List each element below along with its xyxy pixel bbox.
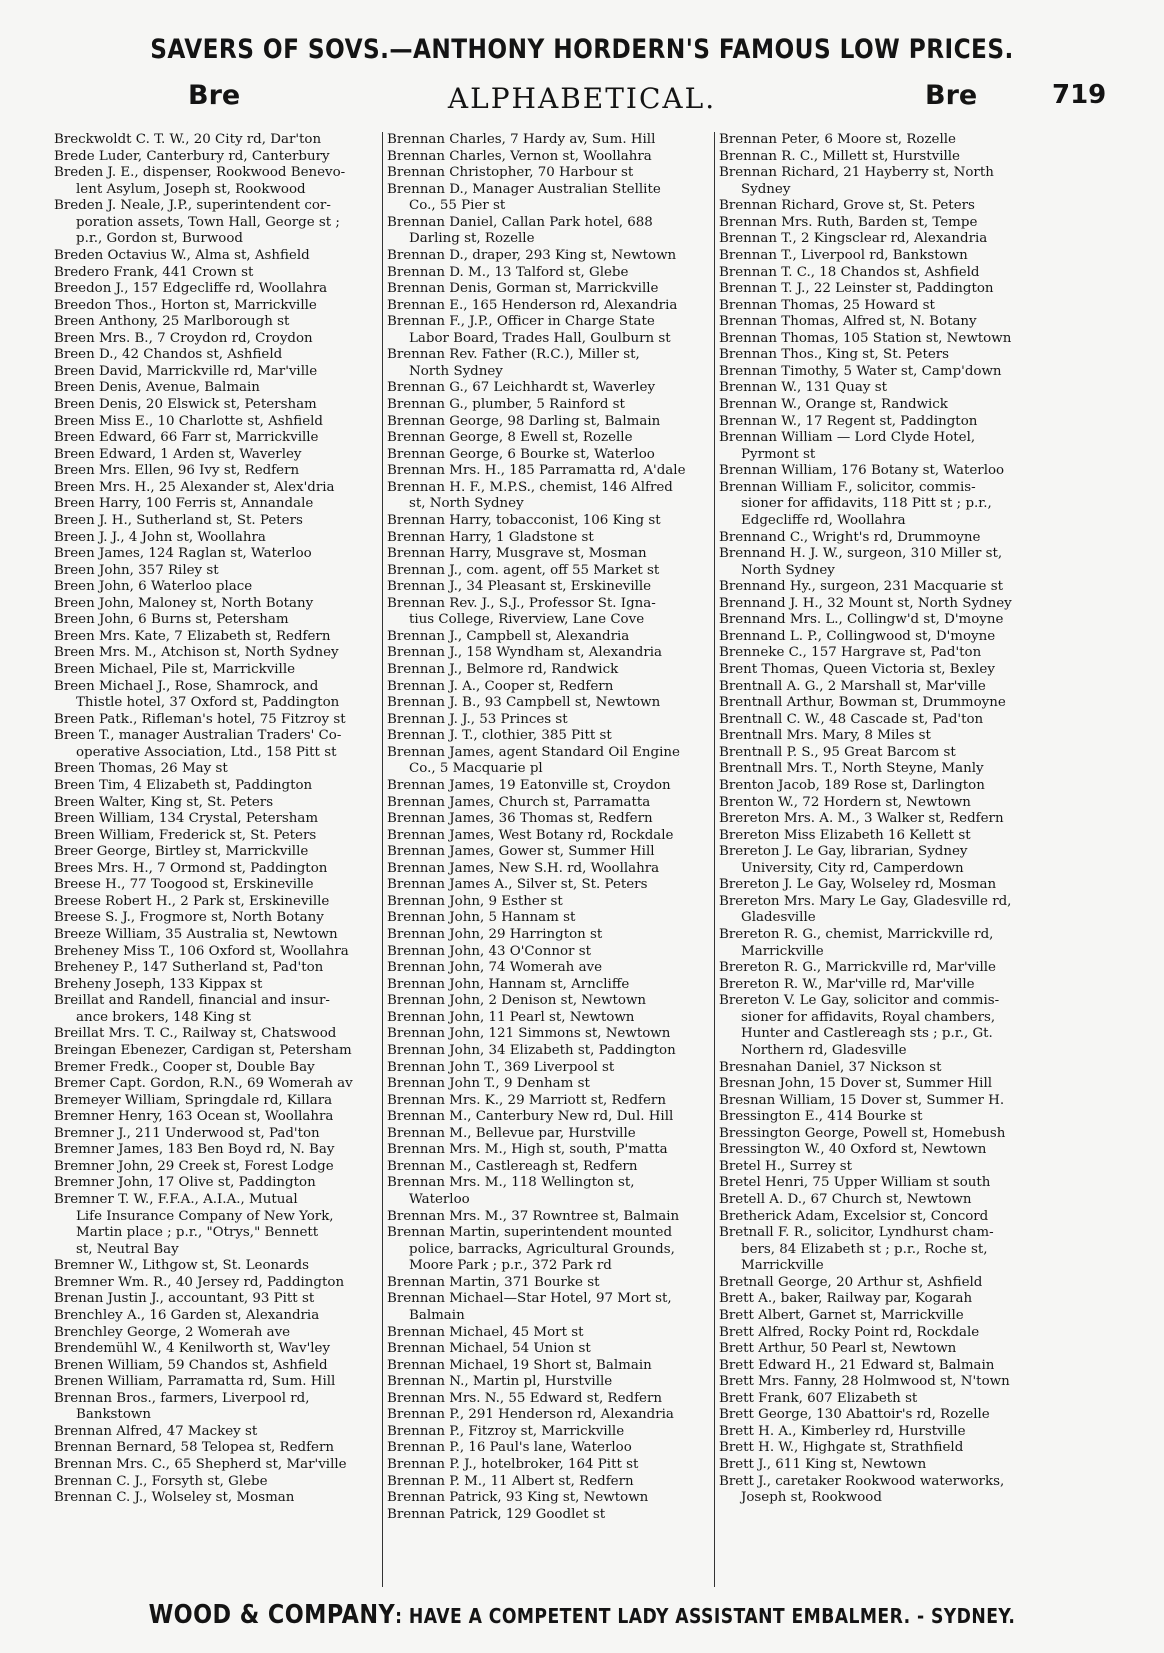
directory-entry: Brennan H. F., M.P.S., chemist, 146 Alfred <box>387 479 673 495</box>
directory-entry: Brennan John, 11 Pearl st, Newtown <box>387 1009 635 1025</box>
directory-entry: Brennan J. T., clothier, 385 Pitt st <box>387 728 612 744</box>
directory-entry: Brennan John T., 369 Liverpool st <box>387 1059 615 1075</box>
directory-entry: Breen Edward, 66 Farr st, Marrickville <box>54 430 319 446</box>
directory-entry: Brennan Thos., King st, St. Peters <box>719 347 950 363</box>
directory-entry: Brennan James, agent Standard Oil Engine <box>387 744 680 760</box>
directory-entry: Breckwoldt C. T. W., 20 City rd, Dar'ton <box>54 132 322 147</box>
directory-entry: Brennan J., 34 Pleasant st, Erskineville <box>387 579 652 595</box>
directory-entry: Brett Alfred, Rocky Point rd, Rockdale <box>719 1324 980 1340</box>
directory-entry: Brenchley A., 16 Garden st, Alexandria <box>54 1307 320 1323</box>
directory-entry: Brennan W., Orange st, Randwick <box>719 397 948 412</box>
directory-entry-continuation: Marrickville <box>741 1258 824 1274</box>
directory-entry: Brenen William, Parramatta rd, Sum. Hill <box>54 1374 336 1390</box>
directory-entry: Breen William, 134 Crystal, Petersham <box>54 811 319 827</box>
directory-entry: Brennan N., Martin pl, Hurstville <box>387 1374 613 1390</box>
footer-company-name: WOOD & COMPANY <box>148 1600 396 1630</box>
directory-entry: Breen William, Frederick st, St. Peters <box>54 827 317 843</box>
directory-entry: Brennan W., 131 Quay st <box>719 380 887 396</box>
directory-entry: Bretnall F. R., solicitor, Lyndhurst cham- <box>719 1225 994 1241</box>
directory-entry: Brennand Mrs. L., Collingw'd st, D'moyne <box>719 612 1004 628</box>
directory-entry: Brennan T., 2 Kingsclear rd, Alexandria <box>719 231 988 247</box>
directory-entry: Breen Tim, 4 Elizabeth st, Paddington <box>54 777 313 793</box>
directory-entry: Brereton Miss Elizabeth 16 Kellett st <box>719 827 971 843</box>
directory-entry: Brennan Alfred, 47 Mackey st <box>54 1423 258 1439</box>
directory-entry: Breeze William, 35 Australia st, Newtown <box>54 927 338 942</box>
directory-entry: Brennan John T., 9 Denham st <box>387 1076 590 1092</box>
directory-entry: Breheney Miss T., 106 Oxford st, Woollahra <box>54 943 349 959</box>
directory-entry: Brennan Richard, Grove st, St. Peters <box>719 198 975 214</box>
directory-entry: Breen David, Marrickville rd, Mar'ville <box>54 363 318 379</box>
directory-column-2 <box>382 132 714 1587</box>
directory-entry-continuation: tius College, Riverview, Lane Cove <box>409 612 645 628</box>
directory-entry: Bretel Henri, 75 Upper William st south <box>719 1175 991 1191</box>
directory-entry-continuation: Joseph st, Rookwood <box>741 1490 882 1506</box>
directory-entry: Breen Patk., Rifleman's hotel, 75 Fitzroy st <box>54 711 346 727</box>
directory-entry: Brennan Christopher, 70 Harbour st <box>387 165 634 181</box>
directory-entry: Brennan M., Canterbury New rd, Dul. Hill <box>387 1109 674 1125</box>
directory-entry: Brennan T. C., 18 Chandos st, Ashfield <box>719 264 980 280</box>
directory-entry: Brennan Mrs. M., 118 Wellington st, <box>387 1175 635 1191</box>
directory-entry: Brennan J. J., 53 Princes st <box>387 711 568 727</box>
directory-entry: Brennan J., Belmore rd, Randwick <box>387 662 619 677</box>
directory-entry: Brennan Thomas, 25 Howard st <box>719 297 935 313</box>
directory-entry: Breen Michael, Pile st, Marrickville <box>54 662 296 677</box>
directory-entry: Brentnall P. S., 95 Great Barcom st <box>719 744 956 760</box>
directory-entry: Brennan James, 36 Thomas st, Redfern <box>387 811 653 827</box>
directory-entry: Brennan Michael—Star Hotel, 97 Mort st, <box>387 1291 672 1307</box>
directory-entry: Brennan W., 17 Regent st, Paddington <box>719 413 978 429</box>
directory-entry: Brennan John, 9 Esther st <box>387 893 563 909</box>
directory-entry: Brereton R. W., Mar'ville rd, Mar'ville <box>719 976 975 992</box>
directory-entry: Breese Robert H., 2 Park st, Erskineville <box>54 893 330 909</box>
directory-entry: Brentnall C. W., 48 Cascade st, Pad'ton <box>719 711 984 727</box>
directory-entry: Breen Mrs. Ellen, 96 Ivy st, Redfern <box>54 463 300 479</box>
directory-entry-continuation: Edgecliffe rd, Woollahra <box>741 512 906 528</box>
directory-entry: Brennan P. M., 11 Albert st, Redfern <box>387 1473 634 1489</box>
directory-entry: Bretnall George, 20 Arthur st, Ashfield <box>719 1274 983 1290</box>
directory-entry-continuation: st, North Sydney <box>409 496 524 512</box>
directory-entry: Brennan Mrs. K., 29 Marriott st, Redfern <box>387 1092 666 1108</box>
directory-entry-continuation: ance brokers, 148 King st <box>76 1009 251 1025</box>
directory-entry: Breden J. Neale, J.P., superintendent cor- <box>54 198 331 214</box>
directory-entry: Bressington W., 40 Oxford st, Newtown <box>719 1142 987 1158</box>
directory-entry: Brett George, 130 Abattoir's rd, Rozelle <box>719 1407 990 1423</box>
directory-entry: Bremner John, 29 Creek st, Forest Lodge <box>54 1158 334 1174</box>
directory-entry: Breen Edward, 1 Arden st, Waverley <box>54 446 302 462</box>
directory-entry: Brennan Martin, superintendent mounted <box>387 1225 673 1241</box>
directory-entry: Breen D., 42 Chandos st, Ashfield <box>54 347 283 363</box>
directory-entry: Brennan F., J.P., Officer in Charge State <box>387 314 655 330</box>
directory-entry: Breen Denis, Avenue, Balmain <box>54 380 260 396</box>
directory-entry: Brennan J., 158 Wyndham st, Alexandria <box>387 645 663 661</box>
directory-entry: Breen Mrs. B., 7 Croydon rd, Croydon <box>54 330 313 346</box>
directory-entry: Brennan Michael, 54 Union st <box>387 1341 591 1357</box>
directory-entry-continuation: Bankstown <box>76 1407 151 1423</box>
directory-entry: Brennan M., Castlereagh st, Redfern <box>387 1158 638 1174</box>
directory-entry: Brennan Charles, 7 Hardy av, Sum. Hill <box>387 132 656 147</box>
directory-entry: Breen Mrs. Kate, 7 Elizabeth st, Redfern <box>54 628 331 644</box>
directory-entry: Brennan Michael, 19 Short st, Balmain <box>387 1357 652 1373</box>
directory-entry: Breese S. J., Frogmore st, North Botany <box>54 910 324 926</box>
directory-entry: Breillat Mrs. T. C., Railway st, Chatswood <box>54 1026 337 1042</box>
directory-entry: Brennan Patrick, 93 King st, Newtown <box>387 1490 649 1506</box>
directory-entry: Brennan P. J., hotelbroker, 164 Pitt st <box>387 1457 639 1472</box>
directory-entry: Brennan Mrs. N., 55 Edward st, Redfern <box>387 1390 662 1406</box>
directory-entry: Brett Arthur, 50 Pearl st, Newtown <box>719 1341 957 1357</box>
directory-entry: Brennand C., Wright's rd, Drummoyne <box>719 529 981 545</box>
directory-entry: Brennan J. A., Cooper st, Redfern <box>387 678 614 694</box>
directory-column-1 <box>50 132 382 1587</box>
directory-entry: Brennan John, 121 Simmons st, Newtown <box>387 1026 671 1042</box>
directory-entry: Brett J., 611 King st, Newtown <box>719 1457 927 1472</box>
directory-entry: Brennan R. C., Millett st, Hurstville <box>719 148 960 164</box>
directory-entry-continuation: North Sydney <box>741 562 835 578</box>
directory-entry: Bressington George, Powell st, Homebush <box>719 1125 1006 1141</box>
directory-entry: Brennan C. J., Forsyth st, Glebe <box>54 1473 268 1489</box>
directory-entry: Breen T., manager Australian Traders' Co- <box>54 728 342 744</box>
directory-entry: Brennan P., 16 Paul's lane, Waterloo <box>387 1440 632 1456</box>
directory-entry: Breen James, 124 Raglan st, Waterloo <box>54 546 312 562</box>
directory-entry: Brett J., caretaker Rookwood waterworks, <box>719 1473 1005 1489</box>
directory-entry-continuation: Thistle hotel, 37 Oxford st, Paddington <box>76 695 340 711</box>
directory-entry: Breen J. H., Sutherland st, St. Peters <box>54 512 303 528</box>
directory-entry-continuation: Hunter and Castlereagh sts ; p.r., Gt. <box>741 1026 993 1042</box>
directory-entry: Brennan John, 5 Hannam st <box>387 910 576 926</box>
directory-entry: Brennan Mrs. M., High st, south, P'matta <box>387 1142 668 1158</box>
advertising-banner-top: SAVERS OF SOVS.—ANTHONY HORDERN'S FAMOUS LOW PRICES. <box>150 34 1014 65</box>
directory-entry: Brennan Harry, tobacconist, 106 King st <box>387 512 661 528</box>
directory-entry: Breedon Thos., Horton st, Marrickville <box>54 297 317 313</box>
directory-entry: Brett Edward H., 21 Edward st, Balmain <box>719 1357 995 1373</box>
directory-entry: Brennan John, 29 Harrington st <box>387 927 603 942</box>
directory-entry: Brennan George, 6 Bourke st, Waterloo <box>387 446 655 462</box>
directory-entry: Brett H. W., Highgate st, Strathfield <box>719 1440 964 1456</box>
directory-entry: Bretherick Adam, Excelsior st, Concord <box>719 1208 989 1224</box>
directory-entry: Breen Anthony, 25 Marlborough st <box>54 314 290 330</box>
directory-entry: Brennan William — Lord Clyde Hotel, <box>719 430 976 446</box>
directory-entry: Bremer Capt. Gordon, R.N., 69 Womerah av <box>54 1076 353 1092</box>
directory-entry-continuation: st, Neutral Bay <box>76 1241 179 1257</box>
directory-columns <box>50 132 1122 1587</box>
directory-entry: Brennan D., Manager Australian Stellite <box>387 181 661 197</box>
directory-entry: Breen Harry, 100 Ferris st, Annandale <box>54 496 314 512</box>
directory-entry: Brennan M., Bellevue par, Hurstville <box>387 1125 636 1141</box>
directory-entry: Brennan Charles, Vernon st, Woollahra <box>387 148 652 164</box>
directory-entry-continuation: Pyrmont st <box>741 446 816 462</box>
directory-entry: Brentnall A. G., 2 Marshall st, Mar'ville <box>719 678 986 694</box>
directory-entry: Breen Denis, 20 Elswick st, Petersham <box>54 397 317 412</box>
directory-entry: Brennan George, 98 Darling st, Balmain <box>387 413 661 429</box>
directory-entry-continuation: Gladesville <box>741 910 816 926</box>
directory-entry: Brenneke C., 157 Hargrave st, Pad'ton <box>719 645 982 661</box>
directory-entry: Bremner W., Lithgow st, St. Leonards <box>54 1258 309 1274</box>
directory-entry: Brennan Mrs. C., 65 Shepherd st, Mar'ville <box>54 1457 347 1472</box>
directory-entry: Brennan Daniel, Callan Park hotel, 688 <box>387 214 653 230</box>
page-number: 719 <box>1052 80 1107 110</box>
directory-column-3 <box>714 132 1046 1587</box>
directory-entry: Breen Mrs. H., 25 Alexander st, Alex'dria <box>54 479 335 495</box>
directory-entry: Brennan T., Liverpool rd, Bankstown <box>719 247 968 263</box>
directory-entry-continuation: Co., 5 Macquarie pl <box>409 761 543 777</box>
directory-entry: Breen John, 6 Waterloo place <box>54 579 253 595</box>
directory-entry: Brennand J. H., 32 Mount st, North Sydney <box>719 595 1012 611</box>
directory-entry: Brennan J., com. agent, off 55 Market st <box>387 562 660 578</box>
directory-entry: Brennan P., 291 Henderson rd, Alexandria <box>387 1407 674 1423</box>
directory-entry-continuation: Waterloo <box>409 1192 470 1207</box>
directory-entry: Bretell A. D., 67 Church st, Newtown <box>719 1192 972 1207</box>
directory-entry: Bremner J., 211 Underwood st, Pad'ton <box>54 1125 320 1141</box>
directory-entry: Brent Thomas, Queen Victoria st, Bexley <box>719 662 995 677</box>
directory-entry: Brennan Rev. Father (R.C.), Miller st, <box>387 347 640 363</box>
directory-entry-continuation: bers, 84 Elizabeth st ; p.r., Roche st, <box>741 1241 988 1257</box>
directory-entry: Brennan J., Campbell st, Alexandria <box>387 628 630 644</box>
directory-entry: Breen Michael J., Rose, Shamrock, and <box>54 678 319 694</box>
directory-entry: Brennan Mrs. Ruth, Barden st, Tempe <box>719 214 978 230</box>
directory-entry: Breden J. E., dispenser, Rookwood Benevo- <box>54 165 346 181</box>
directory-entry: Breden Octavius W., Alma st, Ashfield <box>54 247 310 263</box>
directory-entry-continuation: Balmain <box>409 1307 465 1323</box>
directory-entry-continuation: poration assets, Town Hall, George st ; <box>76 214 340 230</box>
directory-entry: Brenan Justin J., accountant, 93 Pitt st <box>54 1291 315 1307</box>
directory-entry-continuation: University, City rd, Camperdown <box>741 860 964 876</box>
directory-entry: Brentnall Arthur, Bowman st, Drummoyne <box>719 695 1006 711</box>
directory-entry: Bremner John, 17 Olive st, Paddington <box>54 1175 316 1191</box>
directory-entry-continuation: p.r., Gordon st, Burwood <box>76 231 243 247</box>
directory-entry: Brennan Harry, Musgrave st, Mosman <box>387 546 647 562</box>
directory-entry-continuation: Sydney <box>741 181 791 197</box>
directory-entry: Brennan G., 67 Leichhardt st, Waverley <box>387 380 656 396</box>
directory-entry-continuation: sioner for affidavits, 118 Pitt st ; p.r., <box>741 496 992 512</box>
directory-entry: Bremeyer William, Springdale rd, Killara <box>54 1092 333 1108</box>
directory-entry: Brennand L. P., Collingwood st, D'moyne <box>719 628 996 644</box>
directory-entry: Brennan John, 43 O'Connor st <box>387 943 591 959</box>
directory-entry: Brenton Jacob, 189 Rose st, Darlington <box>719 777 985 793</box>
directory-entry: Brede Luder, Canterbury rd, Canterbury <box>54 148 330 164</box>
directory-entry: Brennand H. J. W., surgeon, 310 Miller st, <box>719 546 1003 562</box>
directory-entry: Bresnahan Daniel, 37 Nickson st <box>719 1059 942 1075</box>
directory-entry: Brennan James, 19 Eatonville st, Croydon <box>387 777 671 793</box>
directory-entry: Brennan Thomas, 105 Station st, Newtown <box>719 330 1012 346</box>
directory-entry-continuation: Life Insurance Company of New York, <box>76 1208 334 1224</box>
directory-entry: Brennan Michael, 45 Mort st <box>387 1324 584 1340</box>
directory-entry: Brennan Richard, 21 Hayberry st, North <box>719 165 994 181</box>
directory-entry: Brennan Harry, 1 Gladstone st <box>387 529 594 545</box>
directory-entry: Brentnall Mrs. Mary, 8 Miles st <box>719 728 931 744</box>
directory-entry: Breer George, Birtley st, Marrickville <box>54 844 309 860</box>
directory-entry: Brennan G., plumber, 5 Rainford st <box>387 397 625 412</box>
directory-entry: Brennan Martin, 371 Bourke st <box>387 1274 600 1290</box>
directory-entry: Bremner James, 183 Ben Boyd rd, N. Bay <box>54 1142 335 1158</box>
directory-entry: Brees Mrs. H., 7 Ormond st, Paddington <box>54 860 328 876</box>
directory-entry: Breillat and Randell, financial and insur- <box>54 993 330 1009</box>
header-left-guide-word: Bre <box>188 80 241 111</box>
directory-entry: Brennan John, Hannam st, Arncliffe <box>387 976 630 992</box>
directory-entry: Bredero Frank, 441 Crown st <box>54 264 254 280</box>
directory-entry: Brennan Denis, Gorman st, Marrickville <box>387 281 659 297</box>
directory-entry: Brennan Timothy, 5 Water st, Camp'down <box>719 363 1002 379</box>
directory-entry: Brereton V. Le Gay, solicitor and commis- <box>719 993 1000 1009</box>
directory-entry-continuation: Marrickville <box>741 943 824 959</box>
directory-entry: Brennan Patrick, 129 Goodlet st <box>387 1506 606 1522</box>
directory-entry: Bremner Henry, 163 Ocean st, Woollahra <box>54 1109 334 1125</box>
directory-entry: Brennan John, 2 Denison st, Newtown <box>387 993 647 1009</box>
directory-entry-continuation: sioner for affidavits, Royal chambers, <box>741 1009 996 1025</box>
directory-entry: Brennan Rev. J., S.J., Professor St. Igna- <box>387 595 656 611</box>
directory-entry: Brereton R. G., Marrickville rd, Mar'ville <box>719 960 996 976</box>
directory-entry: Brenen William, 59 Chandos st, Ashfield <box>54 1357 328 1373</box>
directory-entry: Breen Mrs. M., Atchison st, North Sydney <box>54 645 339 661</box>
directory-entry: Brett Mrs. Fanny, 28 Holmwood st, N'town <box>719 1374 1010 1390</box>
directory-entry-continuation: lent Asylum, Joseph st, Rookwood <box>76 181 306 197</box>
directory-entry: Brereton J. Le Gay, librarian, Sydney <box>719 844 968 860</box>
directory-entry: Brett Frank, 607 Elizabeth st <box>719 1390 918 1406</box>
directory-entry-continuation: Co., 55 Pier st <box>409 198 506 214</box>
directory-entry: Brennan C. J., Wolseley st, Mosman <box>54 1490 295 1506</box>
directory-entry: Brennan James, Gower st, Summer Hill <box>387 844 655 860</box>
directory-entry: Bremner T. W., F.F.A., A.I.A., Mutual <box>54 1192 298 1207</box>
directory-entry-continuation: Martin place ; p.r., "Otrys," Bennett <box>76 1225 319 1241</box>
directory-entry: Brennan James, New S.H. rd, Woollahra <box>387 860 660 876</box>
directory-entry: Brennan Thomas, Alfred st, N. Botany <box>719 314 977 330</box>
directory-entry: Brennan James, Church st, Parramatta <box>387 794 651 810</box>
directory-entry: Brereton Mrs. A. M., 3 Walker st, Redfern <box>719 811 1004 827</box>
directory-entry: Breen Thomas, 26 May st <box>54 761 228 777</box>
advertising-banner-bottom <box>81 1600 1082 1630</box>
directory-entry: Bressington E., 414 Bourke st <box>719 1109 923 1125</box>
directory-entry: Brennan George, 8 Ewell st, Rozelle <box>387 430 633 446</box>
directory-entry: Brennan Bernard, 58 Telopea st, Redfern <box>54 1440 334 1456</box>
directory-entry: Brereton Mrs. Mary Le Gay, Gladesville rd, <box>719 893 1012 909</box>
directory-entry: Brennan Mrs. H., 185 Parramatta rd, A'dale <box>387 463 686 479</box>
directory-entry: Breen Miss E., 10 Charlotte st, Ashfield <box>54 413 323 429</box>
directory-entry-continuation: operative Association, Ltd., 158 Pitt st <box>76 744 337 760</box>
directory-entry: Breen John, 357 Riley st <box>54 562 219 578</box>
directory-entry: Brentnall Mrs. T., North Steyne, Manly <box>719 761 984 777</box>
directory-entry: Brennand Hy., surgeon, 231 Macquarie st <box>719 579 1003 595</box>
directory-entry: Brennan T. J., 22 Leinster st, Paddington <box>719 281 994 297</box>
directory-entry: Brennan James, West Botany rd, Rockdale <box>387 827 674 843</box>
footer-slogan: : HAVE A COMPETENT LADY ASSISTANT EMBALMER. - SYDNEY. <box>395 1604 1016 1628</box>
directory-entry: Brett A., baker, Railway par, Kogarah <box>719 1291 973 1307</box>
directory-entry: Brereton R. G., chemist, Marrickville rd, <box>719 927 994 942</box>
directory-entry-continuation: Labor Board, Trades Hall, Goulburn st <box>409 330 671 346</box>
directory-entry: Brett H. A., Kimberley rd, Hurstville <box>719 1423 966 1439</box>
directory-entry-continuation: Moore Park ; p.r., 372 Park rd <box>409 1258 612 1274</box>
directory-entry: Bremner Wm. R., 40 Jersey rd, Paddington <box>54 1274 345 1290</box>
directory-entry: Breen John, Maloney st, North Botany <box>54 595 314 611</box>
directory-entry: Brennan P., Fitzroy st, Marrickville <box>387 1423 625 1439</box>
directory-entry: Brennan William F., solicitor, commis- <box>719 479 976 495</box>
directory-entry: Bresnan John, 15 Dover st, Summer Hill <box>719 1076 993 1092</box>
header-section-title: ALPHABETICAL. <box>447 82 717 115</box>
header-right-guide-word: Bre <box>925 80 978 111</box>
directory-entry: Brennan William, 176 Botany st, Waterloo <box>719 463 1005 479</box>
directory-entry: Breen J. J., 4 John st, Woollahra <box>54 529 266 545</box>
directory-entry: Bretel H., Surrey st <box>719 1158 853 1174</box>
running-header <box>0 80 1164 120</box>
directory-entry: Brennan E., 165 Henderson rd, Alexandria <box>387 297 678 313</box>
directory-entry: Brenchley George, 2 Womerah ave <box>54 1324 291 1340</box>
directory-entry: Brennan J. B., 93 Campbell st, Newtown <box>387 695 661 711</box>
directory-entry: Brennan John, 34 Elizabeth st, Paddington <box>387 1042 676 1058</box>
directory-entry: Breen Walter, King st, St. Peters <box>54 794 274 810</box>
directory-entry-continuation: North Sydney <box>409 363 503 379</box>
directory-entry: Breen John, 6 Burns st, Petersham <box>54 612 289 628</box>
directory-entry: Breheny Joseph, 133 Kippax st <box>54 976 263 992</box>
directory-entry: Brennan Mrs. M., 37 Rowntree st, Balmain <box>387 1208 680 1224</box>
directory-entry: Brett Albert, Garnet st, Marrickville <box>719 1307 964 1323</box>
directory-entry: Brennan D. M., 13 Talford st, Glebe <box>387 264 629 280</box>
directory-entry-continuation: Darling st, Rozelle <box>409 231 535 247</box>
directory-entry-continuation: police, barracks, Agricultural Grounds, <box>409 1241 675 1257</box>
directory-entry: Brennan John, 74 Womerah ave <box>387 960 603 976</box>
directory-entry: Brennan Bros., farmers, Liverpool rd, <box>54 1390 310 1406</box>
directory-entry-continuation: Northern rd, Gladesville <box>741 1042 907 1058</box>
directory-entry: Brereton J. Le Gay, Wolseley rd, Mosman <box>719 877 997 893</box>
directory-entry: Breheney P., 147 Sutherland st, Pad'ton <box>54 960 324 976</box>
directory-entry: Breese H., 77 Toogood st, Erskineville <box>54 877 314 893</box>
directory-entry: Breedon J., 157 Edgecliffe rd, Woollahra <box>54 281 328 297</box>
directory-entry: Brennan Peter, 6 Moore st, Rozelle <box>719 132 956 147</box>
directory-entry: Brennan D., draper, 293 King st, Newtown <box>387 247 677 263</box>
directory-entry: Brenton W., 72 Hordern st, Newtown <box>719 794 971 810</box>
directory-entry: Bresnan William, 15 Dover st, Summer H. <box>719 1092 1005 1108</box>
directory-entry: Brennan James A., Silver st, St. Peters <box>387 877 648 893</box>
directory-entry: Breingan Ebenezer, Cardigan st, Petersham <box>54 1042 352 1058</box>
directory-entry: Bremer Fredk., Cooper st, Double Bay <box>54 1059 315 1075</box>
directory-entry: Brendemühl W., 4 Kenilworth st, Wav'ley <box>54 1341 331 1357</box>
